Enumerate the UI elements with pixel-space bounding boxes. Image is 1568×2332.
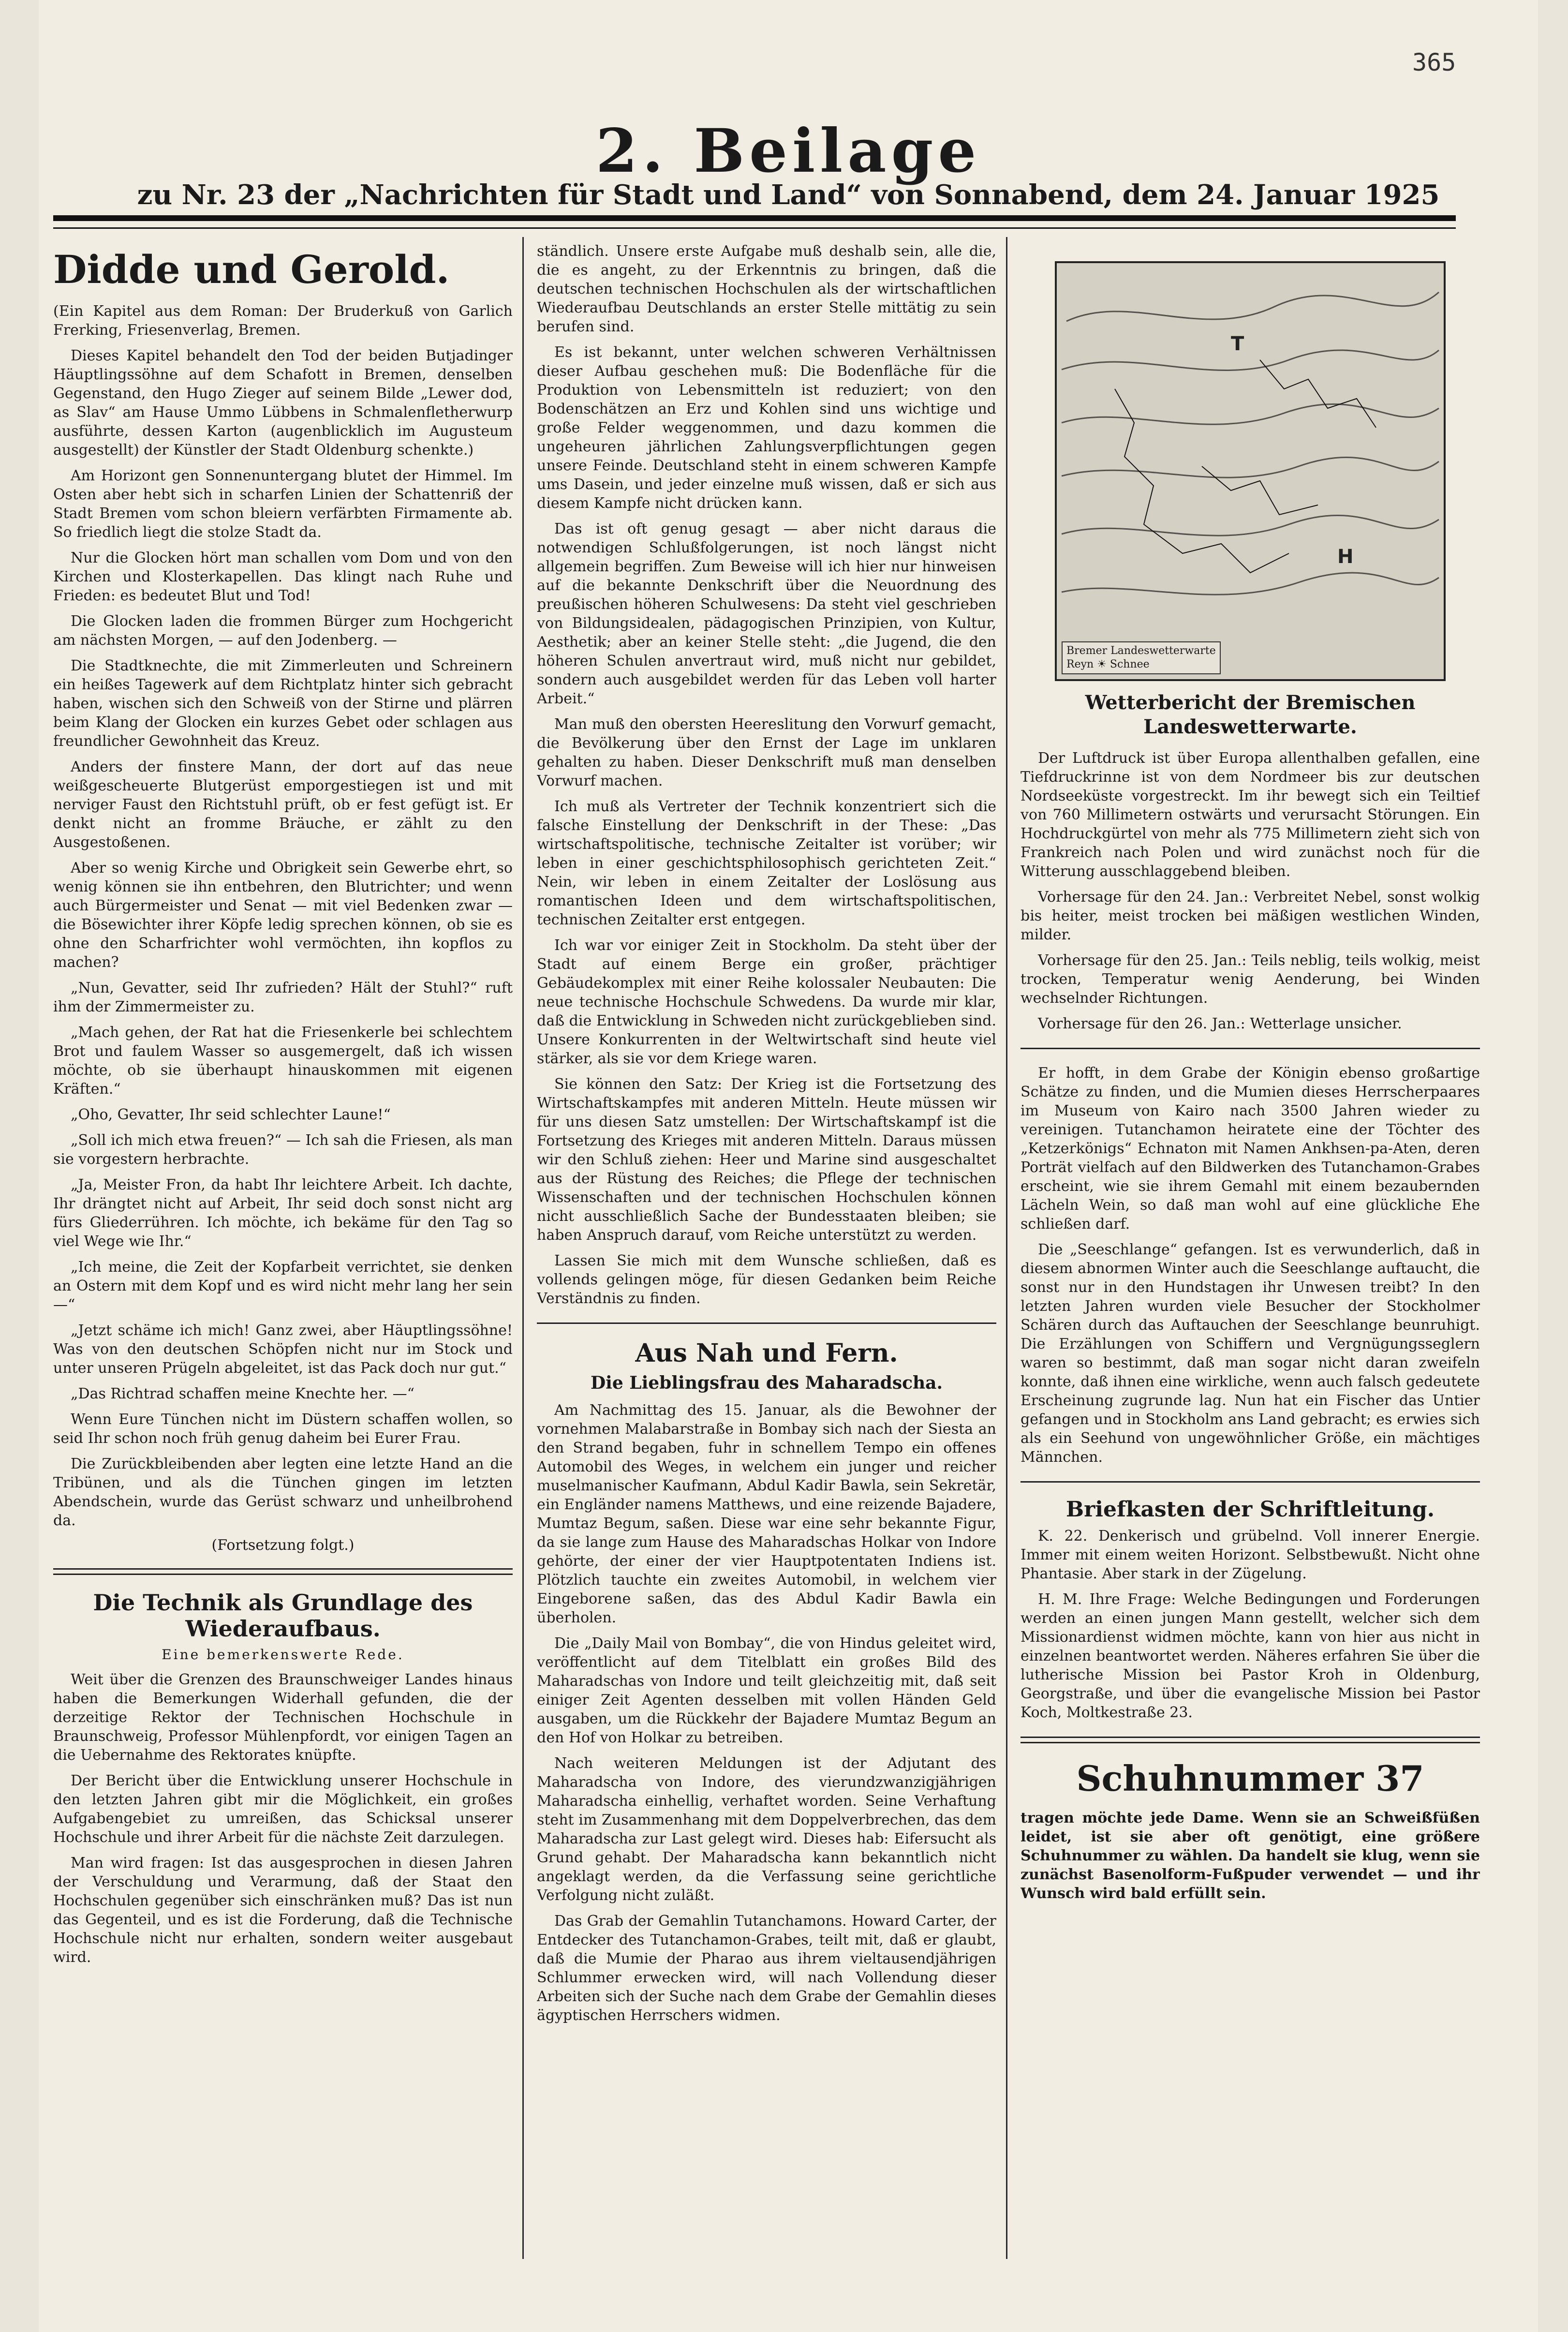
article-paragraph: Wenn Eure Tünchen nicht im Düstern schaffen wollen, so seid Ihr schon noch früh genug daheim bei Eurer Frau. (53, 1411, 513, 1447)
section-headline: Aus Nah und Fern. (635, 1338, 898, 1368)
weather-map-drawing (1057, 263, 1444, 679)
article-paragraph: „Soll ich mich etwa freuen?“ — Ich sah die Friesen, als man sie vorgestern herbrachte. (53, 1132, 513, 1168)
column-divider (522, 237, 524, 2259)
svg-text:T: T (1231, 333, 1244, 355)
article-subheadline: Eine bemerkenswerte Rede. (162, 1647, 404, 1663)
article-paragraph: Die „Seeschlange“ gefangen. Ist es verwunderlich, daß in diesem abnormen Winter auch die Seeschlange auftaucht, die sonst nur in den Hundstagen ihr Unwesen treibt? In den letzten Jahren wurden viele Besucher der Stockholmer Schären durch das Auftauchen der Seeschlange beunruhigt. Die Erzählungen von Schiffern und Vergnügungsseglern waren so bestimmt, daß man sogar nicht daran zweifeln konnte, daß ihnen eine wirkliche, wenn auch falsch gedeutete Erscheinung zugrunde lag. Nun hat ein Fischer das Untier gefangen und in Stockholm ans Land gebracht; es erwies sich als ein Seehund von ungewöhnlicher Größe, ein mächtiges Männchen. (1021, 1241, 1480, 1466)
briefkasten-title: Briefkasten der Schriftleitung. (1065, 1497, 1435, 1522)
article-paragraph: Die Zurückbleibenden aber legten eine letzte Hand an die Tribünen, und als die Tünchen gingen im letzten Abendschein, wurde das Gerüst schwarz und unheilbrohend da. (53, 1456, 513, 1529)
article-byline: (Ein Kapitel aus dem Roman: Der Bruderkuß von Garlich Frerking, Friesenverlag, Bremen. (53, 303, 513, 339)
article-paragraph: Nur die Glocken hört man schallen vom Dom und von den Kirchen und Klosterkapellen. Das klingt nach Ruhe und Frieden: es bedeutet Blut und Tod! (53, 550, 513, 604)
article-paragraph: Die „Daily Mail von Bombay“, die von Hindus geleitet wird, veröffentlicht auf dem Titelblatt ein großes Bild des Maharadschas von Indore und teilt gleichzeitig mit, daß seit einiger Zeit Agenten desselben mit vollen Händen Geld ausgaben, um die Rückkehr der Bajadere Mumtaz Begum an den Hof von Holkar zu betreiben. (537, 1635, 996, 1746)
article-paragraph: Das ist oft genug gesagt — aber nicht daraus die notwendigen Schlußfolgerungen, ist noch längst nicht allgemein begriffen. Zum Beweise will ich hier nur hinweisen auf die bekannte Denkschrift über die Neuordnung des preußischen höheren Schulwesens: Da steht viel geschrieben von Bildungsidealen, pädagogischen Prinzipien, von Kultur, Aesthetik; aber an keiner Stelle steht: „die Jugend, die den höheren Schulen anvertraut wird, muß nicht nur gebildet, sondern auch ausgebildet werden für das Leben voll harter Arbeit.“ (537, 520, 996, 707)
article-paragraph: „Ich meine, die Zeit der Kopfarbeit verrichtet, sie denken an Ostern mit dem Kopf und es wird nicht mehr lang her sein —“ (53, 1259, 513, 1313)
article-paragraph: Man wird fragen: Ist das ausgesprochen in diesen Jahren der Verschuldung und Verarmung, daß der Staat den Hochschulen gegenüber sich einschränken muß? Das ist nun das Gegenteil, und es ist die Forderung, daß die Technische Hochschule nicht nur erhalten, sondern weiter ausgebaut wird. (53, 1855, 513, 1966)
article-paragraph: Die Stadtknechte, die mit Zimmerleuten und Schreinern ein heißes Tagewerk auf dem Richtplatz hinter sich gebracht haben, wischen sich den Schweiß von der Stirne und plärren beim Klang der Glocken ein kurzes Gebet oder schlagen aus freundlicher Gewohnheit das Kreuz. (53, 657, 513, 750)
weather-map (1055, 261, 1446, 681)
article-paragraph: Man muß den obersten Heereslitung den Vorwurf gemacht, die Bevölkerung über den Ernst der Lage im unklaren gehalten zu haben. Dieser Denkschrift muß man denselben Vorwurf machen. (537, 716, 996, 789)
advertisement-text: tragen möchte jede Dame. Wenn sie an Schweißfüßen leidet, ist sie aber oft genötigt, eine größere Schuhnummer zu wählen. Da handelt sie klug, wenn sie zunächst Basenolform-Fußpuder verwendet — und ihr Wunsch wird bald erfüllt sein. (1021, 1810, 1480, 1902)
weather-paragraph: Der Luftdruck ist über Europa allenthalben gefallen, eine Tiefdruckrinne ist von dem Nordmeer bis zur deutschen Nordseeküste vorgestreckt. Im ihr bewegt sich ein Teiltief von 760 Millimetern ostwärts und verursacht Störungen. Ein Hochdruckgürtel von mehr als 775 Millimetern zieht sich von Frankreich nach Polen und wird zunächst noch für die Witterung ausschlaggebend bleiben. (1021, 750, 1480, 880)
section-divider (1021, 1048, 1480, 1049)
briefkasten-paragraph: K. 22. Denkerisch und grübelnd. Voll innerer Energie. Immer mit einem weiten Horizont. Selbstbewußt. Nicht ohne Phantasie. Aber stark in der Zügelung. (1021, 1528, 1480, 1582)
article-paragraph: Aber so wenig Kirche und Obrigkeit sein Gewerbe ehrt, so wenig können sie ihn entbehren, den Blutrichter; und wenn auch Bürgermeister und Senat — mit viel Bedenken zwar — die Bösewichter ihrer Köpfe ledig sprechen können, ob sie es ohne den Scharfrichter wohl vermöchten, ihn kopflos zu machen? (53, 860, 513, 971)
weather-paragraph: Vorhersage für den 24. Jan.: Verbreitet Nebel, sonst wolkig bis heiter, meist trocken bei mäßigen westlichen Winden, milder. (1021, 889, 1480, 943)
article-paragraph: Das Grab der Gemahlin Tutanchamons. Howard Carter, der Entdecker des Tutanchamon-Grabes, teilt mit, daß er glaubt, daß die Mumie der Pharao aus ihrem vieltausendjährigen Schlummer erwecken wird, will nach Vollendung dieser Arbeiten sich der Suche nach dem Grabe der Gemahlin dieses ägyptischen Herrschers widmen. (537, 1913, 996, 2024)
section-divider (53, 1568, 513, 1575)
weather-report-title: Wetterbericht der Bremischen Landeswetterwarte. (1085, 691, 1416, 738)
column-2 (537, 242, 996, 2283)
article-paragraph: „Oho, Gevatter, Ihr seid schlechter Laune!“ (71, 1106, 391, 1123)
section-divider (1021, 1737, 1480, 1743)
supplement-title: 2. Beilage (595, 116, 981, 186)
briefkasten-paragraph: H. M. Ihre Frage: Welche Bedingungen und Forderungen werden an einen jungen Mann gestellt, welcher sich dem Missionardienst widmen möchte, kann von hier aus nicht in einzelnen beantwortet werden. Näheres erfahren Sie über die lutherische Mission bei Pastor Kroh in Oldenburg, Georgstraße, und über die evangelische Mission bei Pastor Koch, Moltkestraße 23. (1021, 1591, 1480, 1721)
weather-paragraph: Vorhersage für den 26. Jan.: Wetterlage unsicher. (1038, 1015, 1402, 1032)
article-paragraph: Ich war vor einiger Zeit in Stockholm. Da steht über der Stadt auf einem Berge ein großer, prächtiger Gebäudekomplex mit einer Reihe kolossaler Neubauten: Die neue technische Hochschule Schwedens. Da wurde mir klar, daß die Entwicklung in Schweden nicht zurückgeblieben sind. Unsere Konkurrenten in der Weltwirtschaft sind heute viel stärker, als sie vor dem Kriege waren. (537, 937, 996, 1067)
masthead-rule-thick (53, 215, 1456, 221)
article-paragraph: Nach weiteren Meldungen ist der Adjutant des Maharadscha von Indore, des vierundzwanzigjährigen Maharadscha einhellig, verhaftet worden. Seine Verhaftung steht im Zusammenhang mit dem Doppelverbrechen, das dem Maharadscha zur Last gelegt wird. Dieses hab: Eifersucht als Grund gehabt. Der Maharadscha kann bekanntlich nicht angeklagt werden, da die Verfassung seine gerichtliche Verfolgung nicht zuläßt. (537, 1755, 996, 1904)
svg-text:H: H (1337, 546, 1354, 568)
article-paragraph: Am Nachmittag des 15. Januar, als die Bewohner der vornehmen Malabarstraße in Bombay sich nach der Siesta an den Strand begaben, fuhr in schnellem Tempo ein offenes Automobil des Weges, in welchem ein junger und reicher muselmanischer Kaufmann, Abdul Kadir Bawla, sein Sekretär, ein Engländer namens Matthews, und eine reizende Bajadere, Mumtaz Begum, saßen. Diese war eine sehr bekannte Figur, da sie lange zum Hause des Maharadschas Holkar von Indore gehörte, der einer der vier Hauptpotentaten Indiens ist. Plötzlich tauchte ein zweites Automobil, in welchem vier Eingeborene saßen, das des Abdul Kadir Bawla ein überholen. (537, 1402, 996, 1626)
section-divider (537, 1322, 996, 1324)
article-paragraph: „Das Richtrad schaffen meine Knechte her. —“ (71, 1385, 414, 1402)
advertisement-title: Schuhnummer 37 (1076, 1758, 1424, 1799)
column-divider (1006, 237, 1007, 2259)
article-subheadline: Die Lieblingsfrau des Maharadscha. (590, 1373, 943, 1393)
column-1 (53, 242, 513, 2283)
weather-paragraph: Vorhersage für den 25. Jan.: Teils neblig, teils wolkig, meist trocken, Temperatur wenig Aenderung, bei Winden wechselnder Richtungen. (1021, 952, 1480, 1007)
article-paragraph: Er hofft, in dem Grabe der Königin ebenso großartige Schätze zu finden, und die Mumien dieses Herrscherpaares im Museum von Kairo nach 3500 Jahren wieder zu vereinigen. Tutanchamon heiratete eine der Töchter des „Ketzerkönigs“ Echnaton mit Namen Ankhsen-pa-Aten, deren Porträt vielfach auf den Bildwerken des Tutanchamon-Grabes erscheint, wie sie ihrem Gemahl mit einem bezaubernden Lächeln Wein, so daß man wohl auf eine glückliche Ehe schließen darf. (1021, 1065, 1480, 1233)
article-paragraph: „Mach gehen, der Rat hat die Friesenkerle bei schlechtem Brot und faulem Wasser so ausgemergelt, daß ich wissen möchte, ob sie überhaupt hinauskommen mit eigenen Kräften.“ (53, 1024, 513, 1098)
article-paragraph: Die Glocken laden die frommen Bürger zum Hochgericht am nächsten Morgen, — auf den Jodenberg. — (53, 613, 513, 649)
article-paragraph: Sie können den Satz: Der Krieg ist die Fortsetzung des Wirtschaftskampfes mit anderen Mitteln. Heute müssen wir für uns diesen Satz umstellen: Der Wirtschaftskampf ist die Fortsetzung des Krieges mit anderen Mitteln. Daraus müssen wir den Schluß ziehen: Heer und Marine sind ausgeschaltet aus der Rüstung des Reiches; die Pflege der technischen Wissenschaften und der technischen Hochschulen können nicht ausschließlich Sache der Bundesstaaten bleiben; sie haben Anspruch darauf, vom Reiche unterstützt zu werden. (537, 1076, 996, 1244)
section-divider (1021, 1481, 1480, 1483)
article-paragraph: Es ist bekannt, unter welchen schweren Verhältnissen dieser Aufbau geschehen muß: Die Bodenfläche für die Produktion von Lebensmitteln ist reduziert; von den Bodenschätzen an Erz und Kohlen sind uns wichtige und große Felder weggenommen, und dazu kommen die ungeheuren jährlichen Zahlungsverpflichtungen gegen unsere Feinde. Deutschland steht in einem schweren Kampfe ums Dasein, und jeder einzelne muß wissen, daß er sich aus diesem Kampfe nicht drücken kann. (537, 344, 996, 512)
article-paragraph: ständlich. Unsere erste Aufgabe muß deshalb sein, alle die, die es angeht, zu der Erkenntnis zu bringen, daß die deutschen technischen Hochschulen als der wirtschaftlichen Wiederaufbau Deutschlands an erster Stelle mittätig zu sein berufen sind. (537, 243, 996, 335)
map-legend: Bremer Landeswetterwarte Reyn ☀ Schnee (1062, 641, 1221, 674)
article-paragraph: Lassen Sie mich mit dem Wunsche schließen, daß es vollends gelingen möge, für diesen Gedanken beim Reiche Verständnis zu finden. (537, 1252, 996, 1307)
newspaper-page (39, 0, 1538, 2332)
continued-note: (Fortsetzung folgt.) (211, 1537, 355, 1554)
article-paragraph: „Nun, Gevatter, seid Ihr zufrieden? Hält der Stuhl?“ ruft ihm der Zimmermeister zu. (53, 980, 513, 1015)
column-3 (1021, 242, 1480, 2283)
article-headline: Didde und Gerold. (53, 247, 450, 292)
article-paragraph: „Jetzt schäme ich mich! Ganz zwei, aber Häuptlingssöhne! Was von den deutschen Schöpfen nicht nur im Stock und unter unseren Prügeln abgeleitet, ist das Pack doch nur gut.“ (53, 1322, 513, 1377)
article-paragraph: Am Horizont gen Sonnenuntergang blutet der Himmel. Im Osten aber hebt sich in scharfen Linien der Schattenriß der Stadt Bremen vom schon bleiern verfärbten Firmamente ab. So friedlich liegt die stolze Stadt da. (53, 467, 513, 541)
supplement-subtitle: zu Nr. 23 der „Nachrichten für Stadt und Land“ von Sonnabend, dem 24. Januar 1925 (137, 179, 1440, 211)
page-number: 365 (1412, 48, 1456, 76)
masthead-rule-thin (53, 227, 1456, 229)
article-paragraph: Weit über die Grenzen des Braunschweiger Landes hinaus haben die Bemerkungen Widerhall gefunden, die der derzeitige Rektor der Technischen Hochschule in Braunschweig, Professor Mühlenpfordt, vor einigen Tagen an die Uebernahme des Rektorates knüpfte. (53, 1671, 513, 1764)
article-paragraph: Ich muß als Vertreter der Technik konzentriert sich die falsche Einstellung der Denkschrift in der These: „Das wirtschaftspolitische, technische Zeitalter ist vorüber; wir leben in einer geschichtsphilosophisch gerichteten Zeit.“ Nein, wir leben in einem Zeitalter der Loslösung aus romantischen Ideen und dem wirtschaftspolitischen, technischen Zeitalter erst entgegen. (537, 798, 996, 928)
article-paragraph: Dieses Kapitel behandelt den Tod der beiden Butjadinger Häuptlingssöhne auf dem Schafott in Bremen, denselben Gegenstand, den Hugo Zieger auf seinem Bilde „Lewer dod, as Slav“ am Hause Ummo Lübbens in Schmalenfletherwurp ausführte, dessen Karton (augenblicklich im Augusteum ausgestellt) der Künstler der Stadt Oldenburg schenkte.) (53, 347, 513, 459)
article-paragraph: Anders der finstere Mann, der dort auf das neue weißgescheuerte Blutgerüst emporgestiegen ist und mit nerviger Faust den Richtstuhl prüft, ob er fest gefügt ist. Er denkt nicht an fromme Bräuche, er zählt zu den Ausgestoßenen. (53, 758, 513, 851)
article-paragraph: „Ja, Meister Fron, da habt Ihr leichtere Arbeit. Ich dachte, Ihr drängtet nicht auf Arbeit, Ihr seid doch sonst nicht arg fürs Gliederrühren. Ich möchte, ich bekäme für den Tag so viel Wege wie Ihr.“ (53, 1176, 513, 1250)
article-headline: Die Technik als Grundlage des Wiederaufbaus. (93, 1589, 473, 1642)
article-paragraph: Der Bericht über die Entwicklung unserer Hochschule in den letzten Jahren gibt mir die Möglichkeit, ein großes Aufgabengebiet zu umreißen, das Schicksal unserer Hochschule und ihrer Arbeit für die nächste Zeit darzulegen. (53, 1772, 513, 1846)
